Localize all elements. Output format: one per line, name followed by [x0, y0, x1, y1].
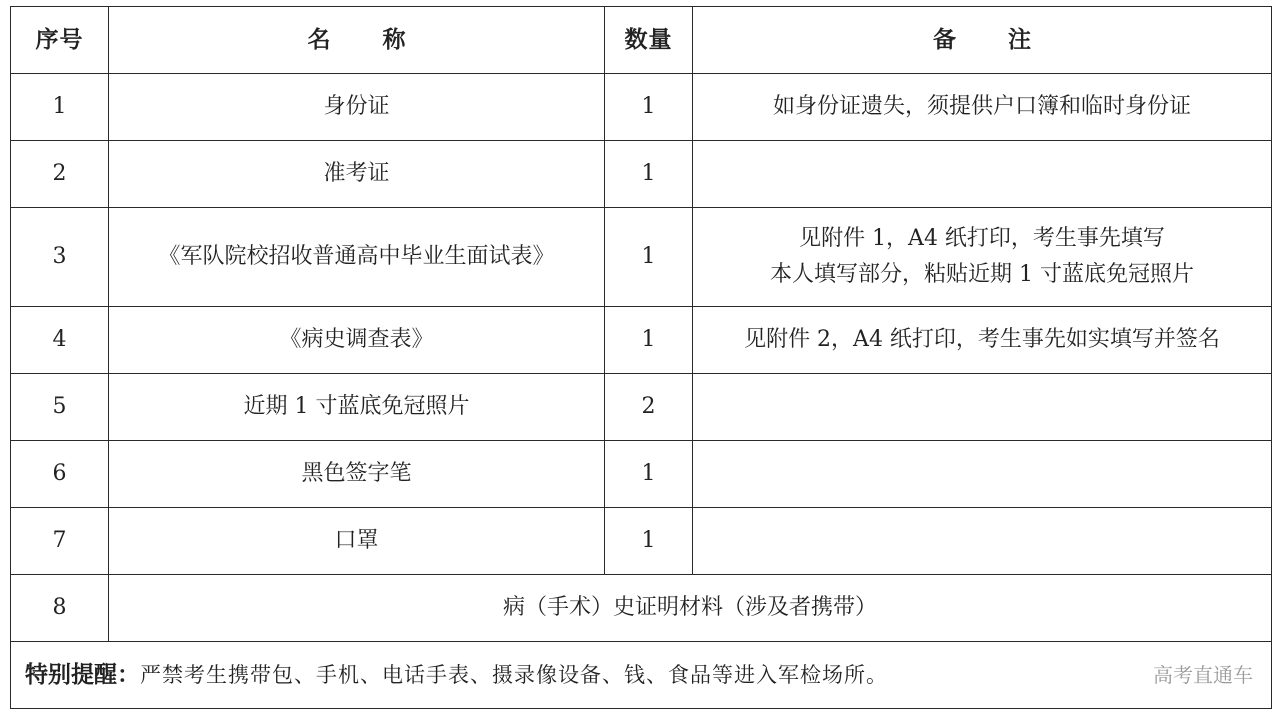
- row-name: 黑色签字笔: [109, 441, 605, 508]
- row-name: 口罩: [109, 508, 605, 575]
- row-qty: 1: [605, 441, 693, 508]
- row-qty: 1: [605, 141, 693, 208]
- merged-row-text: 病（手术）史证明材料（涉及者携带）: [109, 575, 1272, 642]
- row-index: 7: [11, 508, 109, 575]
- table-row: [11, 74, 1272, 141]
- table-header-row: [11, 7, 1272, 74]
- row-index: 5: [11, 374, 109, 441]
- table-row: [11, 208, 1272, 307]
- row-remark: [693, 74, 1272, 141]
- table-row: [11, 141, 1272, 208]
- row-remark: [693, 441, 1272, 508]
- header-index: 序号: [11, 7, 109, 74]
- note-label: 特别提醒：: [25, 661, 140, 688]
- row-name: 近期 1 寸蓝底免冠照片: [109, 374, 605, 441]
- special-note-row: [11, 642, 1272, 709]
- row-remark: [693, 374, 1272, 441]
- remark-line: 如身份证遗失，须提供户口簿和临时身份证: [772, 94, 1191, 119]
- row-name: 《军队院校招收普通高中毕业生面试表》: [109, 208, 605, 307]
- table-row: [11, 441, 1272, 508]
- row-name: 准考证: [109, 141, 605, 208]
- special-note-cell: [11, 642, 1272, 709]
- row-qty: 1: [605, 307, 693, 374]
- row-name: 身份证: [109, 74, 605, 141]
- header-remark: 备 注: [693, 7, 1272, 74]
- row-index: 1: [11, 74, 109, 141]
- table-row: [11, 374, 1272, 441]
- row-remark: [693, 141, 1272, 208]
- row-qty: 1: [605, 508, 693, 575]
- watermark-text: 高考直通车: [1153, 663, 1253, 687]
- table-row: [11, 307, 1272, 374]
- row-index: 6: [11, 441, 109, 508]
- row-name: 《病史调查表》: [109, 307, 605, 374]
- row-qty: 1: [605, 74, 693, 141]
- row-remark: [693, 307, 1272, 374]
- row-remark: [693, 508, 1272, 575]
- row-qty: 2: [605, 374, 693, 441]
- items-table: [10, 6, 1272, 709]
- document-page: [10, 6, 1271, 709]
- remark-line: 见附件 1，A4 纸打印，考生事先填写: [799, 226, 1165, 251]
- row-remark: [693, 208, 1272, 307]
- table-row: [11, 508, 1272, 575]
- row-index: 2: [11, 141, 109, 208]
- header-qty: 数量: [605, 7, 693, 74]
- row-index: 8: [11, 575, 109, 642]
- header-name: 名 称: [109, 7, 605, 74]
- remark-line: 见附件 2，A4 纸打印，考生事先如实填写并签名: [744, 327, 1220, 352]
- table-row-merged: [11, 575, 1272, 642]
- row-index: 4: [11, 307, 109, 374]
- row-index: 3: [11, 208, 109, 307]
- row-qty: 1: [605, 208, 693, 307]
- note-text: 严禁考生携带包、手机、电话手表、摄录像设备、钱、食品等进入军检场所。: [140, 662, 888, 687]
- remark-line: 本人填写部分，粘贴近期 1 寸蓝底免冠照片: [770, 262, 1194, 287]
